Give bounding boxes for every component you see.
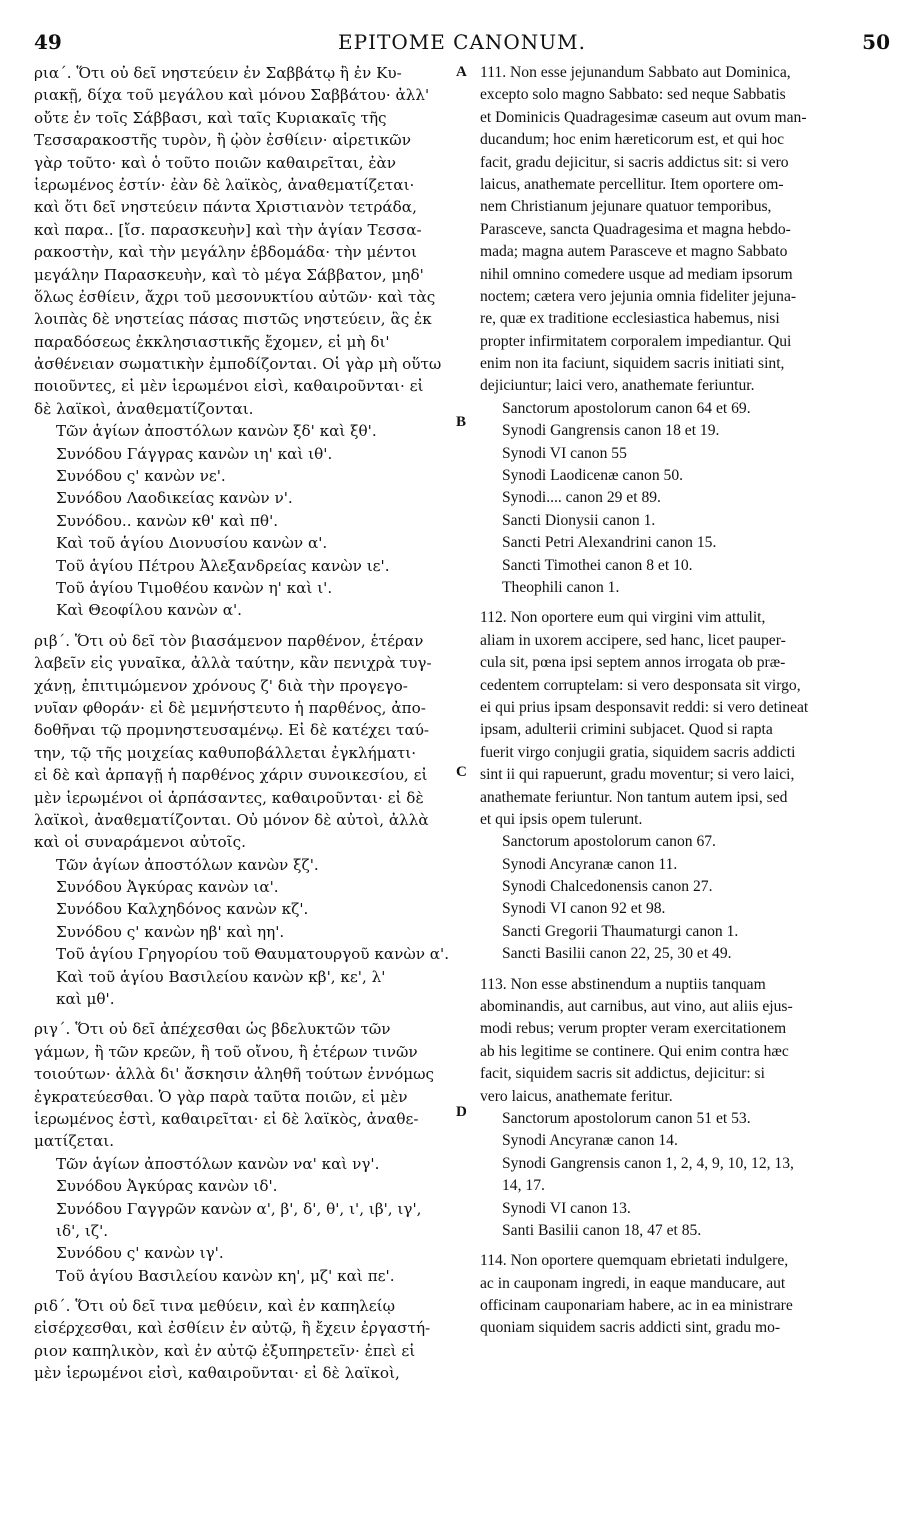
canon-reference-line: Synodi Gangrensis canon 1, 2, 4, 9, 10, 12, 13, [502,1154,794,1172]
canon-text-line: nem Christianum jejunare quatuor temporibus, [480,198,772,216]
canon-text-line: λαϊκοὶ, ἀναθεματίζονται. Οὐ μόνον δὲ αὐτοὶ, ἀλλὰ [34,810,429,829]
greek-column [34,62,454,1393]
canon-reference-line: Synodi Laodicenæ canon 50. [502,467,684,485]
canon-section [480,607,880,965]
canon-text-line: μεγάλην Παρασκευὴν, καὶ τὸ μέγα Σάββατον, μηδ' [34,265,424,284]
canon-reference-line: Sancti Dionysii canon 1. [502,511,656,529]
canon-text-line: ρια΄. Ὅτι οὐ δεῖ νηστεύειν ἐν Σαββάτῳ ἢ ἐν Κυ- [34,64,402,82]
page-header [34,30,890,56]
canon-text-line: ριβ΄. Ὅτι οὐ δεῖ τὸν βιασάμενον παρθένον, ἑτέραν [34,631,424,650]
margin-letter-b: B [456,414,467,430]
canon-reference-line: Sancti Gregorii Thaumaturgi canon 1. [502,922,739,940]
canon-reference-line: Συνόδου Καλχηδόνος κανὼν κζ'. [56,900,309,919]
canon-text-line: nihil omnino comedere usque ad mediam ipsorum [480,265,793,283]
canon-text-line: mada; magna autem Parasceve et magno Sabbato [480,243,788,261]
canon-text-line: εἰ δὲ καὶ ἁρπαγῇ ἡ παρθένος χάριν συνοικεσίου, εἰ [34,766,428,785]
canon-text-line: λαβεῖν εἰς γυναῖκα, ἀλλὰ ταύτην, κἂν πενιχρὰ τυγ- [34,654,432,673]
canon-section [34,630,454,1011]
canon-reference-line: Καὶ τοῦ ἁγίου Διονυσίου κανὼν α'. [56,534,328,553]
canon-reference-line: Καὶ Θεοφίλου κανὼν α'. [56,601,242,620]
canon-text-line: dejiciuntur; laici vero, anathemate feriuntur. [480,377,755,395]
canon-text-line: officinam cauponariam habere, ac in ea ministrare [480,1297,793,1315]
canon-text-line: Τεσσαρακοστῆς τυρὸν, ἢ ᾠὸν ἐσθίειν· αἱρετικῶν [34,131,411,150]
canon-text-line: καὶ ὅτι δεῖ νηστεύειν πάντα Χριστιανὸν τετράδα, [34,198,417,217]
canon-text-line: Parasceve, sancta Quadragesima et magna hebdo- [480,220,791,238]
canon-text-line: laicus, anathemate percellitur. Item oportere om- [480,175,784,193]
canon-text-line: ἀσθένειαν σωματικὴν ἐμποδίζονται. Οἱ γὰρ μὴ οὕτω [34,355,442,374]
canon-text-line: sint ii qui rapuerunt, gradu moventur; si vero laici, [480,766,795,784]
canon-reference-line: Synodi Gangrensis canon 18 et 19. [502,422,720,440]
canon-text-line: ριδ΄. Ὅτι οὐ δεῖ τινα μεθύειν, καὶ ἐν καπηλείῳ [34,1297,395,1316]
canon-reference-line: Synodi VI canon 55 [502,444,627,462]
canon-text-line: et Dominicis Quadragesimæ caseum aut ovum man- [480,108,807,126]
canon-reference-line: Καὶ τοῦ ἁγίου Βασιλείου κανὼν κβ', κε', λ' [56,967,386,986]
canon-text-line: τοιούτων· ἀλλὰ δι' ἄσκησιν ἀληθῆ τούτων ἐννόμως [34,1065,435,1084]
canon-text-line: facit, siquidem sacris sit addictus, dejicitur: si [480,1065,765,1083]
canon-text-line: vero laicus, anathemate feritur. [480,1087,673,1105]
canon-text-line: ριακῇ, δίχα τοῦ μεγάλου καὶ μόνου Σαββάτου· ἀλλ' [34,86,430,105]
canon-text-line: εἰσέρχεσθαι, καὶ ἐσθίειν ἐν αὐτῷ, ἢ ἔχειν ἐργαστή- [34,1319,431,1338]
canon-text-line: ducandum; hoc enim hæreticorum est, et qui hoc [480,131,785,149]
canon-text-line: δὲ λαϊκοὶ, ἀναθεματίζονται. [34,399,254,418]
canon-reference-line: Τῶν ἁγίων ἀποστόλων κανὼν ξζ'. [56,855,319,874]
canon-reference-line: Synodi Ancyranæ canon 14. [502,1132,678,1150]
canon-reference-line: Συνόδου Γάγγρας κανὼν ιη' καὶ ιθ'. [56,444,333,463]
running-title: EPITOME CANONUM. [338,30,586,54]
canon-section [34,1295,454,1385]
canon-text-line: μὲν ἱερωμένοι εἰσὶ, καθαιροῦνται· εἰ δὲ λαϊκοὶ, [34,1364,400,1383]
canon-text-line: excepto solo magno Sabbato: sed neque Sabbatis [480,86,786,104]
canon-text-line: λοιπὰς δὲ νηστείας πάσας πιστῶς νηστεύειν, ἃς ἐκ [34,310,432,329]
canon-text-line: ριγ΄. Ὅτι οὐ δεῖ ἀπέχεσθαι ὡς βδελυκτῶν τῶν [34,1020,391,1039]
canon-text-line: ριον καπηλικὸν, καὶ ἐν αὐτῷ ἐξυπηρετεῖν· ἐπεὶ εἰ [34,1341,416,1360]
canon-reference-line: Συνόδου Γαγγρῶν κανὼν α', β', δ', θ', ι', ιβ', ιγ', [56,1199,422,1218]
canon-text-line: παραδόσεως ἐκκλησιαστικῆς ἔχομεν, εἰ μὴ δι' [34,332,390,351]
canon-text-line: καὶ οἱ συναράμενοι αὐτοῖς. [34,833,246,852]
canon-text-line: cula sit, pœna ipsi septem annos irrogata ob præ- [480,654,786,672]
canon-reference-line: Τοῦ ἁγίου Γρηγορίου τοῦ Θαυματουργοῦ κανὼν α'. [56,945,450,964]
canon-reference-line: Sanctorum apostolorum canon 51 et 53. [502,1109,751,1127]
margin-letter-d: D [456,1104,467,1120]
canon-text-line: quoniam siquidem sacris addicti sint, gradu mo- [480,1319,781,1337]
canon-text-line: ἱερωμένος ἐστίν· ἐὰν δὲ λαϊκὸς, ἀναθεματίζεται· [34,175,415,194]
canon-text-line: 112. Non oportere eum qui virgini vim attulit, [480,609,766,627]
canon-text-line: ab his legitime se continere. Qui enim contra hæc [480,1042,789,1060]
canon-text-line: et qui ipsis opem tulerunt. [480,810,643,828]
canon-text-line: fuerit virgo conjugii gratia, siquidem sacris addicti [480,743,796,761]
canon-reference-line: Synodi Ancyranæ canon 11. [502,855,678,873]
canon-reference-line: Τῶν ἁγίων ἀποστόλων κανὼν να' καὶ νγ'. [56,1154,380,1173]
canon-reference-line: Συνόδου Ἀγκύρας κανὼν ιδ'. [56,1177,278,1196]
canon-reference-line: Sanctorum apostolorum canon 67. [502,833,716,851]
canon-reference-line: Theophili canon 1. [502,578,620,596]
canon-text-line: anathemate feriuntur. Non tantum autem ipsi, sed [480,788,788,806]
page-number-right: 50 [862,30,890,54]
canon-reference-line: Synodi VI canon 92 et 98. [502,900,666,918]
margin-letter-a: A [456,64,467,80]
canon-text-line: δοθῆναι τῷ προμνηστευσαμένῳ. Εἰ δὲ κατέχει ταύ- [34,721,430,740]
latin-column [480,62,880,1348]
canon-reference-line: καὶ μθ'. [56,990,115,1009]
canon-reference-line: Synodi.... canon 29 et 89. [502,489,661,507]
margin-letter-c: C [456,764,467,780]
canon-reference-line: Συνόδου.. κανὼν κθ' καὶ πθ'. [56,511,279,530]
canon-text-line: ρακοστὴν, καὶ τὴν μεγάλην ἑβδομάδα· τὴν μέντοι [34,243,417,262]
canon-text-line: 111. Non esse jejunandum Sabbato aut Dominica, [480,64,791,81]
canon-reference-line: Τοῦ ἁγίου Πέτρου Ἀλεξανδρείας κανὼν ιε'. [56,556,390,575]
canon-reference-line: Συνόδου Ἀγκύρας κανὼν ια'. [56,878,279,897]
canon-reference-line: Synodi Chalcedonensis canon 27. [502,878,713,896]
canon-reference-line: Τῶν ἁγίων ἀποστόλων κανὼν ξδ' καὶ ξθ'. [56,422,377,441]
canon-text-line: 114. Non oportere quemquam ebrietati indulgere, [480,1252,789,1270]
canon-text-line: modi rebus; verum propter veram exercitationem [480,1020,787,1038]
canon-text-line: οὔτε ἐν τοῖς Σάββασι, καὶ ταῖς Κυριακαῖς τῆς [34,108,387,127]
canon-text-line: propter infirmitatem corporalem impediantur. Qui [480,332,792,350]
canon-section [480,1250,880,1340]
canon-text-line: γάμων, ἢ τῶν κρεῶν, ἢ τοῦ οἴνου, ἢ ἑτέρων τινῶν [34,1042,418,1061]
canon-section [480,62,880,599]
canon-reference-line: 14, 17. [502,1177,545,1195]
canon-reference-line: Sanctorum apostolorum canon 64 et 69. [502,399,751,417]
canon-text-line: cedentem corruptelam: si vero desponsata sit virgo, [480,676,801,694]
canon-text-line: ipsam, adulterii crimini subjacet. Quod si rapta [480,721,773,739]
canon-text-line: ποιοῦντες, εἰ μὲν ἱερωμένοι εἰσὶ, καθαιροῦνται· εἰ [34,377,424,396]
canon-text-line: noctem; cætera vero jejunia omnia fideliter jejuna- [480,287,797,305]
canon-reference-line: ιδ', ιζ'. [56,1221,109,1240]
canon-text-line: καὶ παρα.. [ἴσ. παρασκευὴν] καὶ τὴν ἁγίαν Τεσσα- [34,220,422,239]
canon-text-line: aliam in uxorem accipere, sed hanc, licet pauper- [480,631,786,649]
canon-section [34,1018,454,1287]
canon-reference-line: Sancti Basilii canon 22, 25, 30 et 49. [502,945,732,963]
page-number-left: 49 [34,30,62,54]
canon-text-line: νυῖαν φθοράν· εἰ δὲ μεμνήστευτο ἡ παρθένος, ἀπο- [34,698,426,717]
canon-text-line: μὲν ἱερωμένοι οἱ ἁρπάσαντες, καθαιροῦνται· εἰ δὲ [34,788,424,807]
canon-reference-line: Τοῦ ἁγίου Τιμοθέου κανὼν η' καὶ ι'. [56,578,333,597]
canon-text-line: facit, gradu dejicitur, si sacris addictus sit: si vero [480,153,789,171]
canon-reference-line: Συνόδου ς' κανὼν ηβ' καὶ ηη'. [56,922,285,941]
canon-reference-line: Συνόδου Λαοδικείας κανὼν ν'. [56,489,293,508]
canon-text-line: ματίζεται. [34,1132,115,1151]
canon-reference-line: Sancti Timothei canon 8 et 10. [502,556,693,574]
canon-text-line: abominandis, aut carnibus, aut vino, aut aliis ejus- [480,998,793,1016]
canon-reference-line: Συνόδου ς' κανὼν νε'. [56,467,226,486]
canon-reference-line: Synodi VI canon 13. [502,1199,631,1217]
canon-text-line: ἐγκρατεύεσθαι. Ὁ γὰρ παρὰ ταῦτα ποιῶν, εἰ μὲν [34,1087,408,1106]
canon-text-line: ac in cauponam ingredi, in eaque manducare, aut [480,1274,786,1292]
canon-text-line: χάνῃ, ἐπιτιμώμενον χρόνους ζ' διὰ τὴν προγεγο- [34,676,408,695]
canon-text-line: enim non ita faciunt, siquidem sacris initiati sint, [480,355,785,373]
canon-section [34,62,454,622]
canon-text-line: ei qui prius ipsam desponsavit reddi: si vero detineat [480,698,809,716]
canon-section [480,974,880,1243]
canon-text-line: re, quæ ex traditione ecclesiastica habemus, nisi [480,310,780,328]
canon-text-line: γὰρ τοῦτο· καὶ ὁ τοῦτο ποιῶν καθαιρεῖται, ἐὰν [34,153,397,172]
canon-text-line: την, τῷ τῆς μοιχείας καθυποβάλλεται ἐγκλήματι· [34,743,417,762]
canon-reference-line: Santi Basilii canon 18, 47 et 85. [502,1221,702,1239]
canon-reference-line: Συνόδου ς' κανὼν ιγ'. [56,1244,224,1263]
canon-text-line: ὅλως ἐσθίειν, ἄχρι τοῦ μεσονυκτίου αὐτῶν· καὶ τὰς [34,287,436,306]
canon-text-line: 113. Non esse abstinendum a nuptiis tanquam [480,975,766,993]
canon-reference-line: Sancti Petri Alexandrini canon 15. [502,534,717,552]
canon-text-line: ἱερωμένος ἐστὶ, καθαιρεῖται· εἰ δὲ λαϊκὸς, ἀναθε- [34,1109,419,1128]
canon-reference-line: Τοῦ ἁγίου Βασιλείου κανὼν κη', μζ' καὶ πε'. [56,1266,395,1285]
